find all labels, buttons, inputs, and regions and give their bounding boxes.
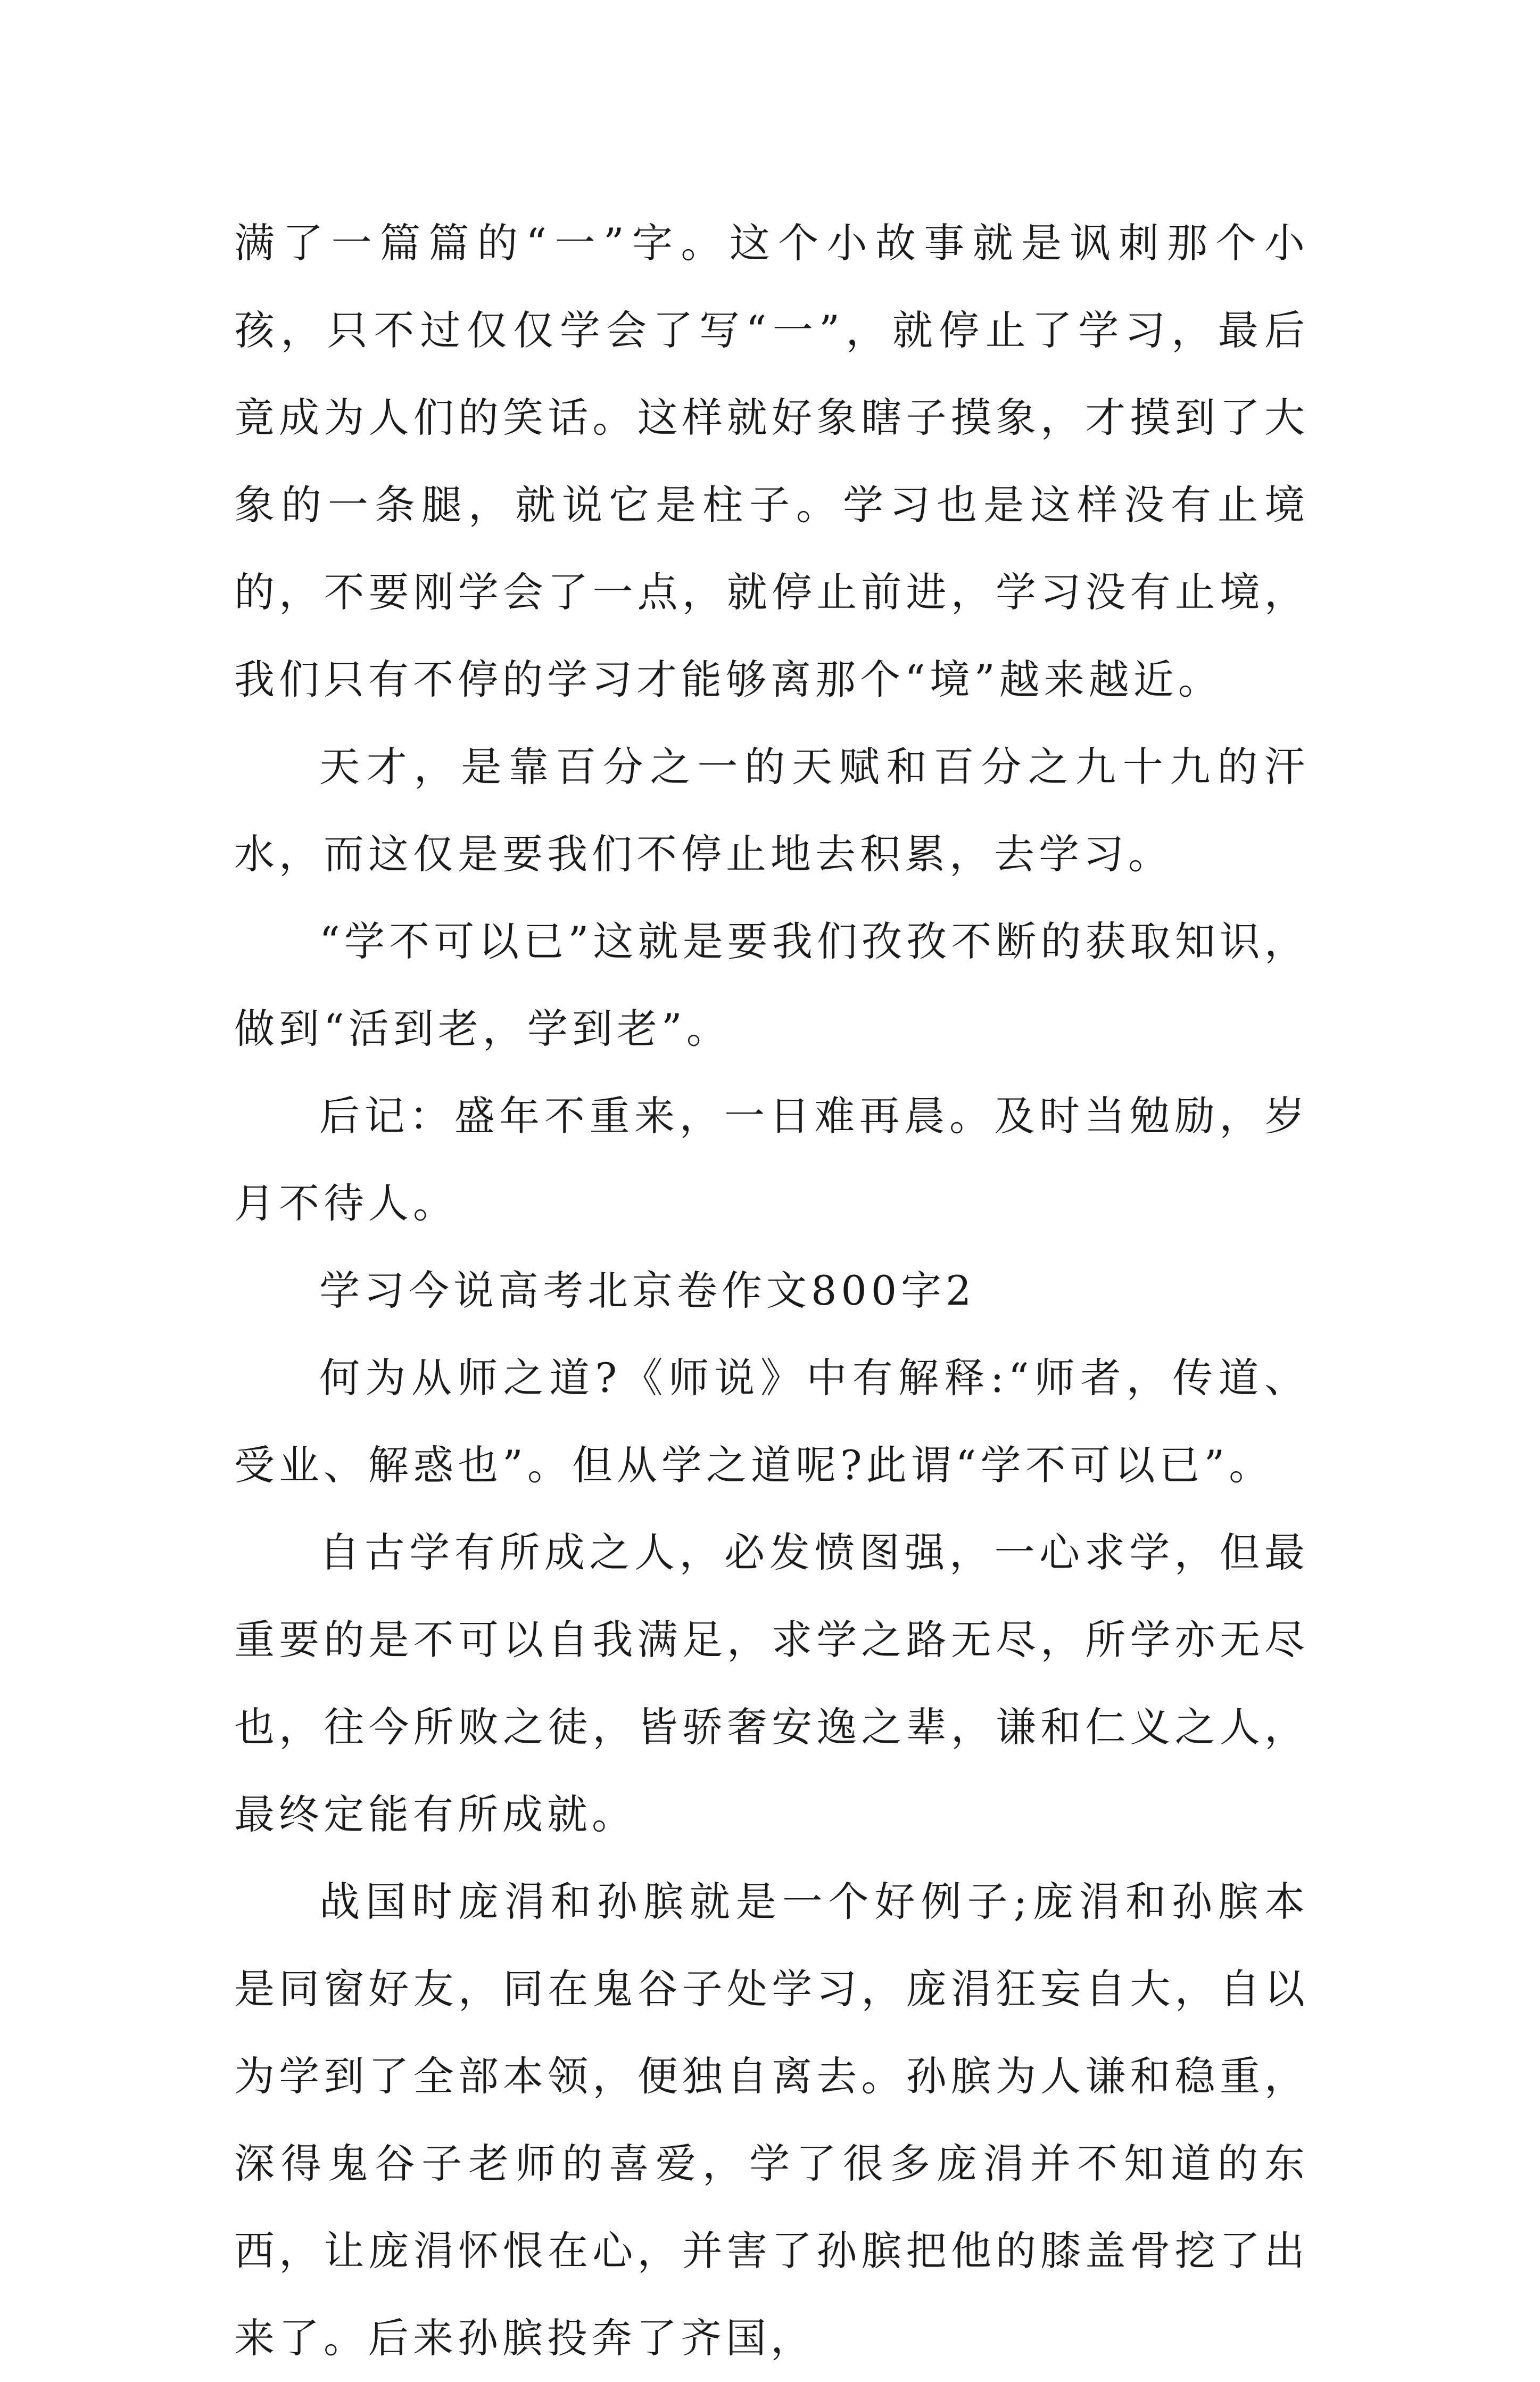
paragraph-1: 满了一篇篇的“一”字。这个小故事就是讽刺那个小孩，只不过仅仅学会了写“一”，就停止了学习，最后竟成为人们的笑话。这样就好象瞎子摸象，才摸到了大象的一条腿，就说它是柱子。学习也是这样没有止境的，不要刚学会了一点，就停止前进，学习没有止境，我们只有不停的学习才能够离那个“境”越来越近。 <box>234 219 1309 703</box>
paragraph-8: 战国时庞涓和孙膑就是一个好例子;庞涓和孙膑本是同窗好友，同在鬼谷子处学习，庞涓狂妄自大，自以为学到了全部本领，便独自离去。孙膑为人谦和稳重，深得鬼谷子老师的喜爱，学了很多庞涓并不知道的东西，让庞涓怀恨在心，并害了孙膑把他的膝盖骨挖了出来了。后来孙膑投奔了齐国， <box>234 1878 1309 2362</box>
document-body <box>234 200 1309 2382</box>
paragraph-3: “学不可以已”这就是要我们孜孜不断的获取知识，做到“活到老，学到老”。 <box>234 918 1309 1052</box>
paragraph-6: 何为从师之道?《师说》中有解释:“师者，传道、受业、解惑也”。但从学之道呢?此谓“学不可以已”。 <box>234 1354 1309 1489</box>
paragraph-4: 后记：盛年不重来，一日难再晨。及时当勉励，岁月不待人。 <box>234 1092 1309 1227</box>
paragraph-7: 自古学有所成之人，必发愤图强，一心求学，但最重要的是不可以自我满足，求学之路无尽，所学亦无尽也，往今所败之徒，皆骄奢安逸之辈，谦和仁义之人，最终定能有所成就。 <box>234 1529 1309 1838</box>
paragraph-2: 天才，是靠百分之一的天赋和百分之九十九的汗水，而这仅是要我们不停止地去积累，去学习。 <box>234 743 1309 878</box>
section-heading: 学习今说高考北京卷作文800字2 <box>319 1267 976 1314</box>
